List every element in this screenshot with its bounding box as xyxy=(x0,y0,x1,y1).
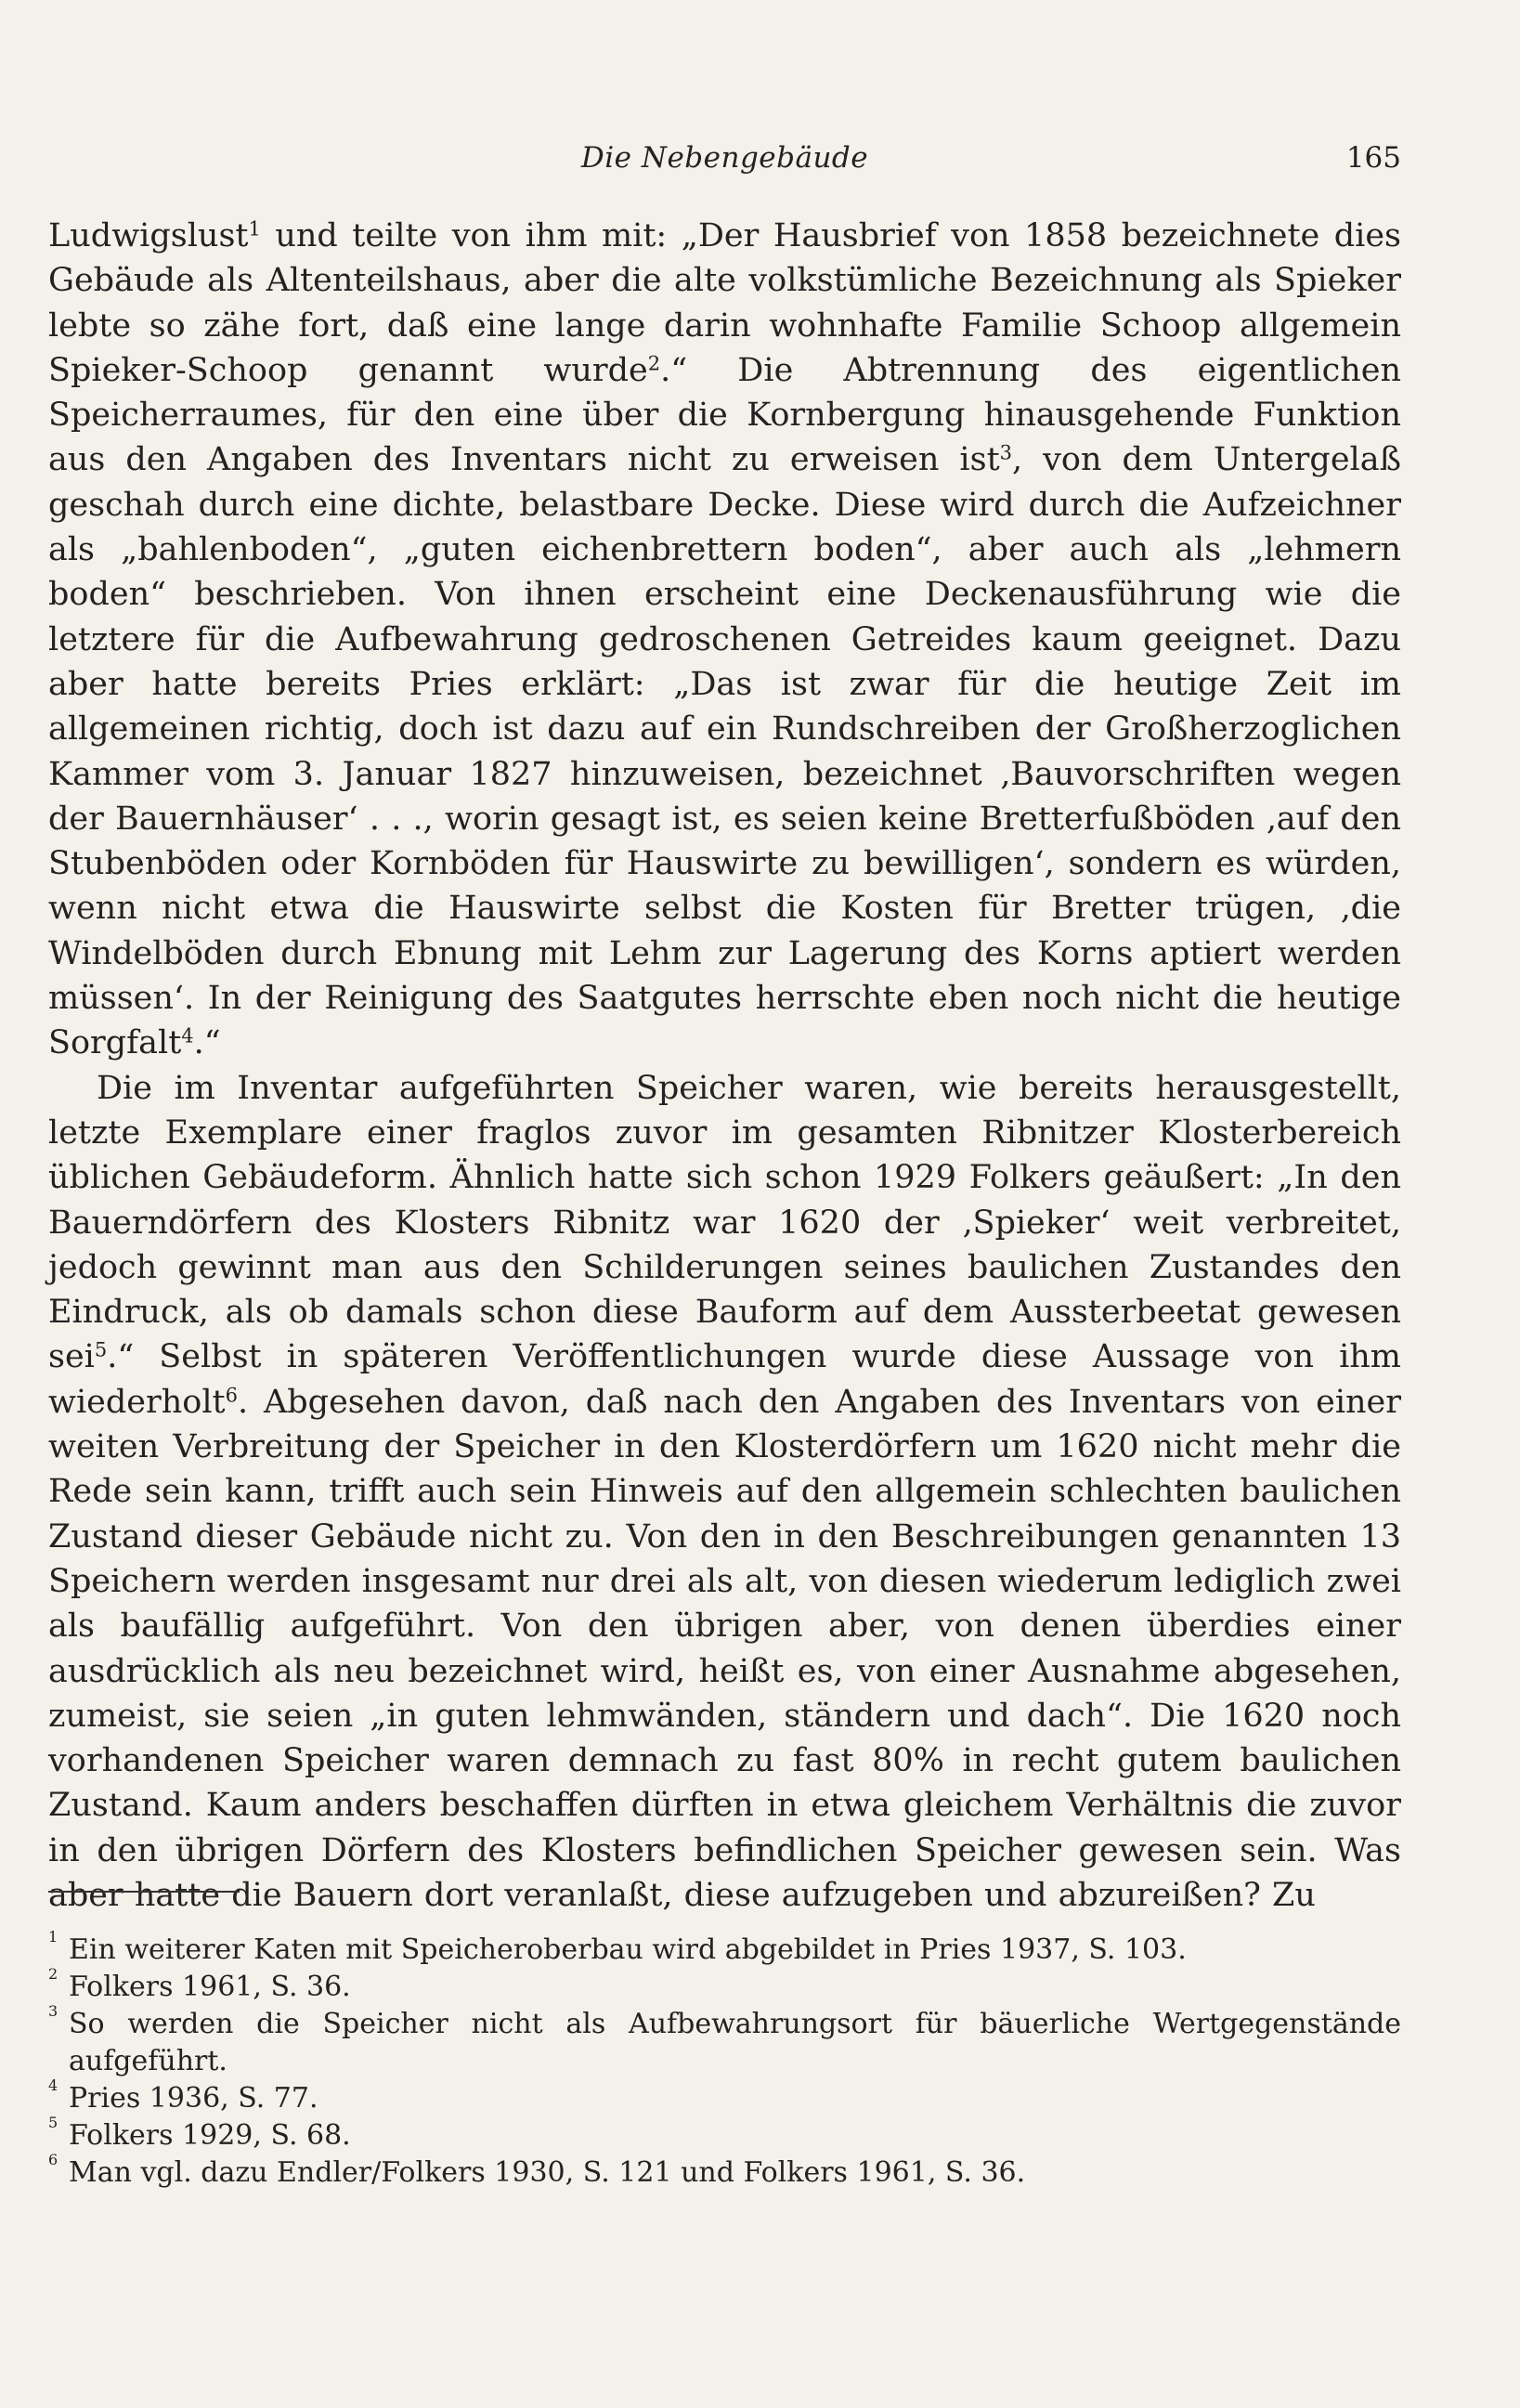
body-text xyxy=(48,214,1401,1918)
footnote-ref-2: 2 xyxy=(647,352,661,375)
footnote xyxy=(48,1928,1401,1969)
page-number: 165 xyxy=(1345,141,1401,175)
footnote-number: 5 xyxy=(48,2114,58,2131)
paragraph-1 xyxy=(48,214,1401,1066)
text-segment: und teilte von ihm mit: „Der Hausbrief von 1858 bezeichnete dies Gebäude als Altenteilshaus, aber die alte volkstümliche Bezeichnung als Spieker lebte so zähe fort, daß eine lange darin wohnhafte Familie Schoop allgemein Spieker-Schoop genannt wurde xyxy=(48,217,1401,389)
paragraph-2 xyxy=(48,1066,1401,1919)
footnote-number: 3 xyxy=(48,2002,58,2020)
footnote-number: 6 xyxy=(48,2151,58,2168)
text-segment: Die im Inventar aufgeführten Speicher waren, wie bereits herausgestellt, letzte Exemplare einer fraglos zuvor im gesamten Ribnitzer Klosterbereich üblichen Gebäudeform. Ähnlich hatte sich schon 1929 Folkers geäußert: „In den Bauerndörfern des Klosters Ribnitz war 1620 der ‚Spieker‘ weit verbreitet, jedoch gewinnt man aus den Schilderungen seines baulichen Zustandes den Eindruck, als ob damals schon diese Bauform auf dem Aussterbeetat gewesen sei xyxy=(48,1069,1401,1376)
text-segment: . Abgesehen davon, daß nach den Angaben des Inventars von einer weiten Verbreitung der Speicher in den Klosterdörfern um 1620 nicht mehr die Rede sein kann, trifft auch sein Hinweis auf den allgemein schlechten baulichen Zustand dieser Gebäude nicht zu. Von den in den Beschreibungen genannten 13 Speichern werden insgesamt nur drei als alt, von diesen wiederum lediglich zwei als baufällig aufgeführt. Von den übrigen aber, von denen überdies einer ausdrücklich als neu bezeichnet wird, heißt es, von einer Ausnahme abgesehen, zumeist, sie seien „in guten lehmwänden, ständern und dach“. Die 1620 noch vorhandenen Speicher waren demnach zu fast 80% in recht gutem baulichen Zustand. Kaum anders beschaffen dürften in etwa gleichem Verhältnis die zuvor in den übrigen Dörfern des Klosters befindlichen Speicher gewesen sein. Was aber hatte die Bauern dort veranlaßt, diese aufzugeben und abzureißen? Zu xyxy=(48,1383,1401,1914)
text-segment: .“ Die Abtrennung des eigentlichen Speicherraumes, für den eine über die Kornbergung hinausgehende Funktion aus den Angaben des Inventars nicht zu erweisen ist xyxy=(48,351,1401,479)
footnote xyxy=(48,2114,1401,2154)
footnote-ref-6: 6 xyxy=(225,1384,238,1407)
running-title: Die Nebengebäude xyxy=(580,141,869,175)
footnote-ref-1: 1 xyxy=(248,217,261,241)
footnote xyxy=(48,2151,1401,2192)
text-segment: .“ xyxy=(193,1024,221,1062)
footnote-ref-4: 4 xyxy=(181,1024,194,1048)
footnote-ref-3: 3 xyxy=(999,441,1013,464)
footnote xyxy=(48,2076,1401,2117)
footnotes xyxy=(48,1928,1401,2192)
footnote xyxy=(48,1965,1401,2006)
footnote-text: Ein weiterer Katen mit Speicheroberbau wird abgebildet in Pries 1937, S. 103. xyxy=(69,1933,1187,1966)
text-segment: .“ Selbst in späteren Veröffentlichungen wurde diese Aussage von ihm wiederholt xyxy=(48,1338,1401,1421)
footnote-text: Folkers 1961, S. 36. xyxy=(69,1971,351,2003)
footnote-number: 2 xyxy=(48,1965,58,1983)
text-segment: Ludwigslust xyxy=(48,217,249,254)
footnote-number: 1 xyxy=(48,1928,58,1946)
footnote-text: So werden die Speicher nicht als Aufbewahrungsort für bäuerliche Wertgegenstände aufgeführt. xyxy=(69,2008,1401,2077)
footnote-text: Folkers 1929, S. 68. xyxy=(69,2119,351,2152)
footnote-text: Pries 1936, S. 77. xyxy=(69,2082,318,2115)
footnote-divider xyxy=(48,1891,240,1893)
page-header xyxy=(48,137,1401,178)
footnote xyxy=(48,2002,1401,2080)
footnote-ref-5: 5 xyxy=(94,1338,108,1361)
text-segment: , von dem Untergelaß geschah durch eine dichte, belastbare Decke. Diese wird durch die Aufzeichner als „bahlenboden“, „guten eichenbrettern boden“, aber auch als „lehmern boden“ beschrieben. Von ihnen erscheint eine Deckenausführung wie die letztere für die Aufbewahrung gedroschenen Getreides kaum geeignet. Dazu aber hatte bereits Pries erklärt: „Das ist zwar für die heutige Zeit im allgemeinen richtig, doch ist dazu auf ein Rundschreiben der Großherzoglichen Kammer vom 3. Januar 1827 hinzuweisen, bezeichnet ‚Bauvorschriften wegen der Bauernhäuser‘ . . ., worin gesagt ist, es seien keine Bretterfußböden ‚auf den Stubenböden oder Kornböden für Hauswirte zu bewilligen‘, sondern es würden, wenn nicht etwa die Hauswirte selbst die Kosten für Bretter trügen, ‚die Windelböden durch Ebnung mit Lehm zur Lagerung des Korns aptiert werden müssen‘. In der Reinigung des Saatgutes herrschte eben noch nicht die heutige Sorgfalt xyxy=(48,441,1401,1062)
footnote-number: 4 xyxy=(48,2076,58,2094)
footnote-text: Man vgl. dazu Endler/Folkers 1930, S. 121 und Folkers 1961, S. 36. xyxy=(69,2156,1026,2189)
